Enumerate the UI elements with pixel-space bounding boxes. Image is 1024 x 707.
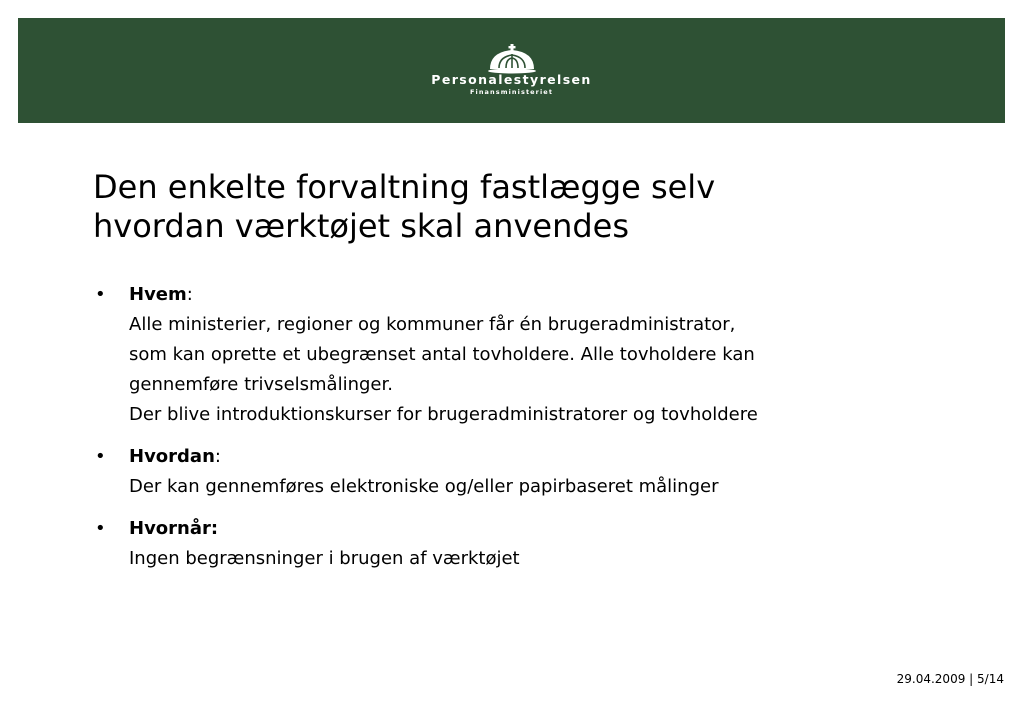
bullet-list (93, 280, 973, 586)
bullet-text-line: Ingen begrænsninger i brugen af værktøjet (129, 548, 520, 569)
org-name: Personalestyrelsen (431, 72, 592, 87)
bullet-label: Hvornår: (129, 518, 219, 539)
bullet-label: Hvordan (129, 446, 215, 467)
slide-title-line-2: hvordan værktøjet skal anvendes (93, 207, 630, 245)
bullet-dot: • (95, 284, 106, 305)
bullet-item-hvem (93, 280, 973, 430)
bullet-text-line: Der kan gennemføres elektroniske og/eller papirbaseret målinger (129, 476, 719, 497)
footer-page-number: 5/14 (977, 672, 1004, 686)
bullet-heading (129, 280, 973, 310)
bullet-dot: • (95, 446, 106, 467)
slide-title (93, 168, 953, 246)
logo (18, 18, 1005, 123)
bullet-item-hvornaar (93, 514, 973, 574)
bullet-text-line: Alle ministerier, regioner og kommuner får én brugeradministrator, (129, 314, 736, 335)
bullet-heading (129, 442, 973, 472)
header-banner (18, 18, 1005, 123)
bullet-item-hvordan (93, 442, 973, 502)
bullet-text-line: som kan oprette et ubegrænset antal tovholdere. Alle tovholdere kan (129, 344, 755, 365)
bullet-dot: • (95, 518, 106, 539)
crown-icon (486, 44, 538, 74)
footer-separator: | (969, 672, 974, 686)
bullet-label-suffix: : (186, 284, 193, 305)
slide-footer (897, 672, 1004, 686)
slide-title-line-1: Den enkelte forvaltning fastlægge selv (93, 168, 716, 206)
org-subtitle: Finansministeriet (469, 88, 554, 96)
bullet-text-line: gennemføre trivselsmålinger. (129, 374, 393, 395)
bullet-text-line: Der blive introduktionskurser for brugeradministratorer og tovholdere (129, 404, 758, 425)
footer-date: 29.04.2009 (896, 672, 966, 686)
bullet-label-suffix: : (214, 446, 221, 467)
bullet-heading (129, 514, 973, 544)
bullet-label: Hvem (129, 284, 187, 305)
